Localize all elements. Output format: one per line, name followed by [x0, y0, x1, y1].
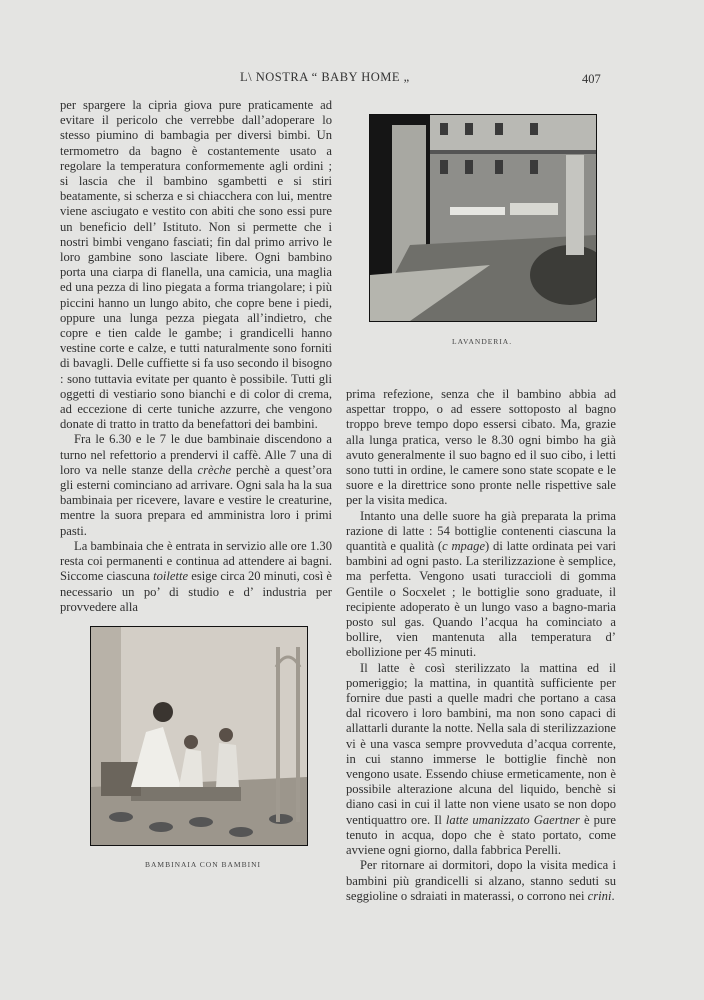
right-paragraph-1: prima refezione, senza che il bambino abbia ad aspettar troppo, o ad essere sottoposto al bagno troppo breve tempo dopo essersi cibato. Ma, grazie alla lunga pratica, verso le 8.30 ogni bimbo ha già avuto generalmente il suo bagno ed il suo cibo, i letti sono tutti in ordine, le camere sono state scopate e le suore e la direttrice sono pronte nelle rispettive sale per la visita medica.: [346, 387, 616, 508]
photo-caption-nursemaid: BAMBINAIA CON BAMBINI: [145, 860, 262, 869]
right-paragraph-2: Intanto una delle suore ha già preparata la prima razione di latte : 54 bottiglie contenenti ciascuna la quantità e qualità (c mpage) di latte ordinata pei vari bambini ad ogni pasto. La sterilizzazione è semplice, ma perfetta. Vengono usati turaccioli di gomma Gentile o Socxelet ; le bottiglie sono graduate, il recipiente adoperato è un lungo vaso a bagno-maria posto sul gas. Quando l’acqua ha cominciato a bollire, vien mantenuta alla temperatura d’ ebollizione per 45 minuti.: [346, 508, 616, 660]
left-paragraph-3: La bambinaia che è entrata in servizio alle ore 1.30 resta coi permanenti e continua ad attendere ai bagni. Siccome ciascuna toilette esige circa 20 minuti, così è necessario un po’ di studio e d’ industria per provvedere alla: [60, 538, 333, 614]
running-header: L\ NOSTRA “ BABY HOME „: [240, 70, 410, 84]
left-paragraph-2: Fra le 6.30 e le 7 le due bambinaie discendono a turno nel refettorio a prendervi il caffè. Alle 7 una di loro va nelle stanze della crèche perchè a quest’ora gli esterni cominciano ad arrivare. Ogni sala ha la sua bambinaia per ricevere, lavare e vestire le creaturine, mentre la suora prepara ed amministra loro i primi pasti.: [60, 432, 332, 538]
left-paragraph-1: per spargere la cipria giova pure praticamente ad evitare il pericolo che verrebbe dall’adoperare lo stesso piumino di bambagia per diversi bimbi. Un termometro da bagno è costantemente usato a regolare la temperatura conformemente agli ordini ; si lascia che il bambino sgambetti e si stiri beatamente, si scherza e si chiacchera con lui, mentre viene asciugato e vestito con abiti che sono essi pure un beneficio dell’ Istituto. Non si permette che i nostri bimbi vengano fasciati; fin dal primo arrivo le loro gambine sono lasciate libere. Ogni bambino porta una ciarpa di flanella, una camicia, una maglia ed una pezza di lino piegata a forma triangolare; i più piccini hanno un lungo abito, che copre bene i piedi, oppure una lunga pezza piegata all’indietro, che copre e tien calde le gambe; i grandicelli hanno vestine corte e calze, e tutti naturalmente sono forniti di bavagli. Delle cuffiette si fa uso secondo il bisogno : sono tuttavia evitate per quanto è possibile. Tutti gli oggetti di vestiario sono bianchi e di color di crema, ad eccezione di certe tuniche azzurre, che vengono donate di tratto in tratto da benefattori dei bambini.: [60, 98, 332, 432]
right-paragraph-4: Per ritornare ai dormitori, dopo la visita medica i bambini più grandicelli si alzano, stanno seduti su seggioline o sdraiati in materassi, o corrono nei crini.: [346, 858, 616, 903]
page-number: 407: [582, 72, 601, 86]
left-column: [60, 98, 332, 615]
right-column: [346, 387, 616, 904]
laundry-photo: [369, 114, 597, 322]
photo-caption-laundry: LAVANDERIA.: [452, 337, 513, 346]
nursemaid-photo: [90, 626, 308, 846]
right-paragraph-3: Il latte è così sterilizzato la mattina ed il pomeriggio; la mattina, in quantità sufficiente per fornire due pasti a quelle madri che portano a casa dal ricovero i loro bambini, ma non sono capaci di allattarli durante la notte. Nella sala di sterilizzazione vi è una vasca sempre provveduta d’acqua corrente, in cui stanno immerse le bottiglie finchè non vengono usate. Essendo chiuse ermeticamente, non è possibile alterazione alcuna del liquido, benchè si diano casi in cui il latte non viene usato se non dopo ventiquattro ore. Il latte umanizzato Gaertner è pure tenuto in acqua, dopo che è stato portato, come avviene ogni giorno, dalla fabbrica Perelli.: [346, 660, 616, 858]
